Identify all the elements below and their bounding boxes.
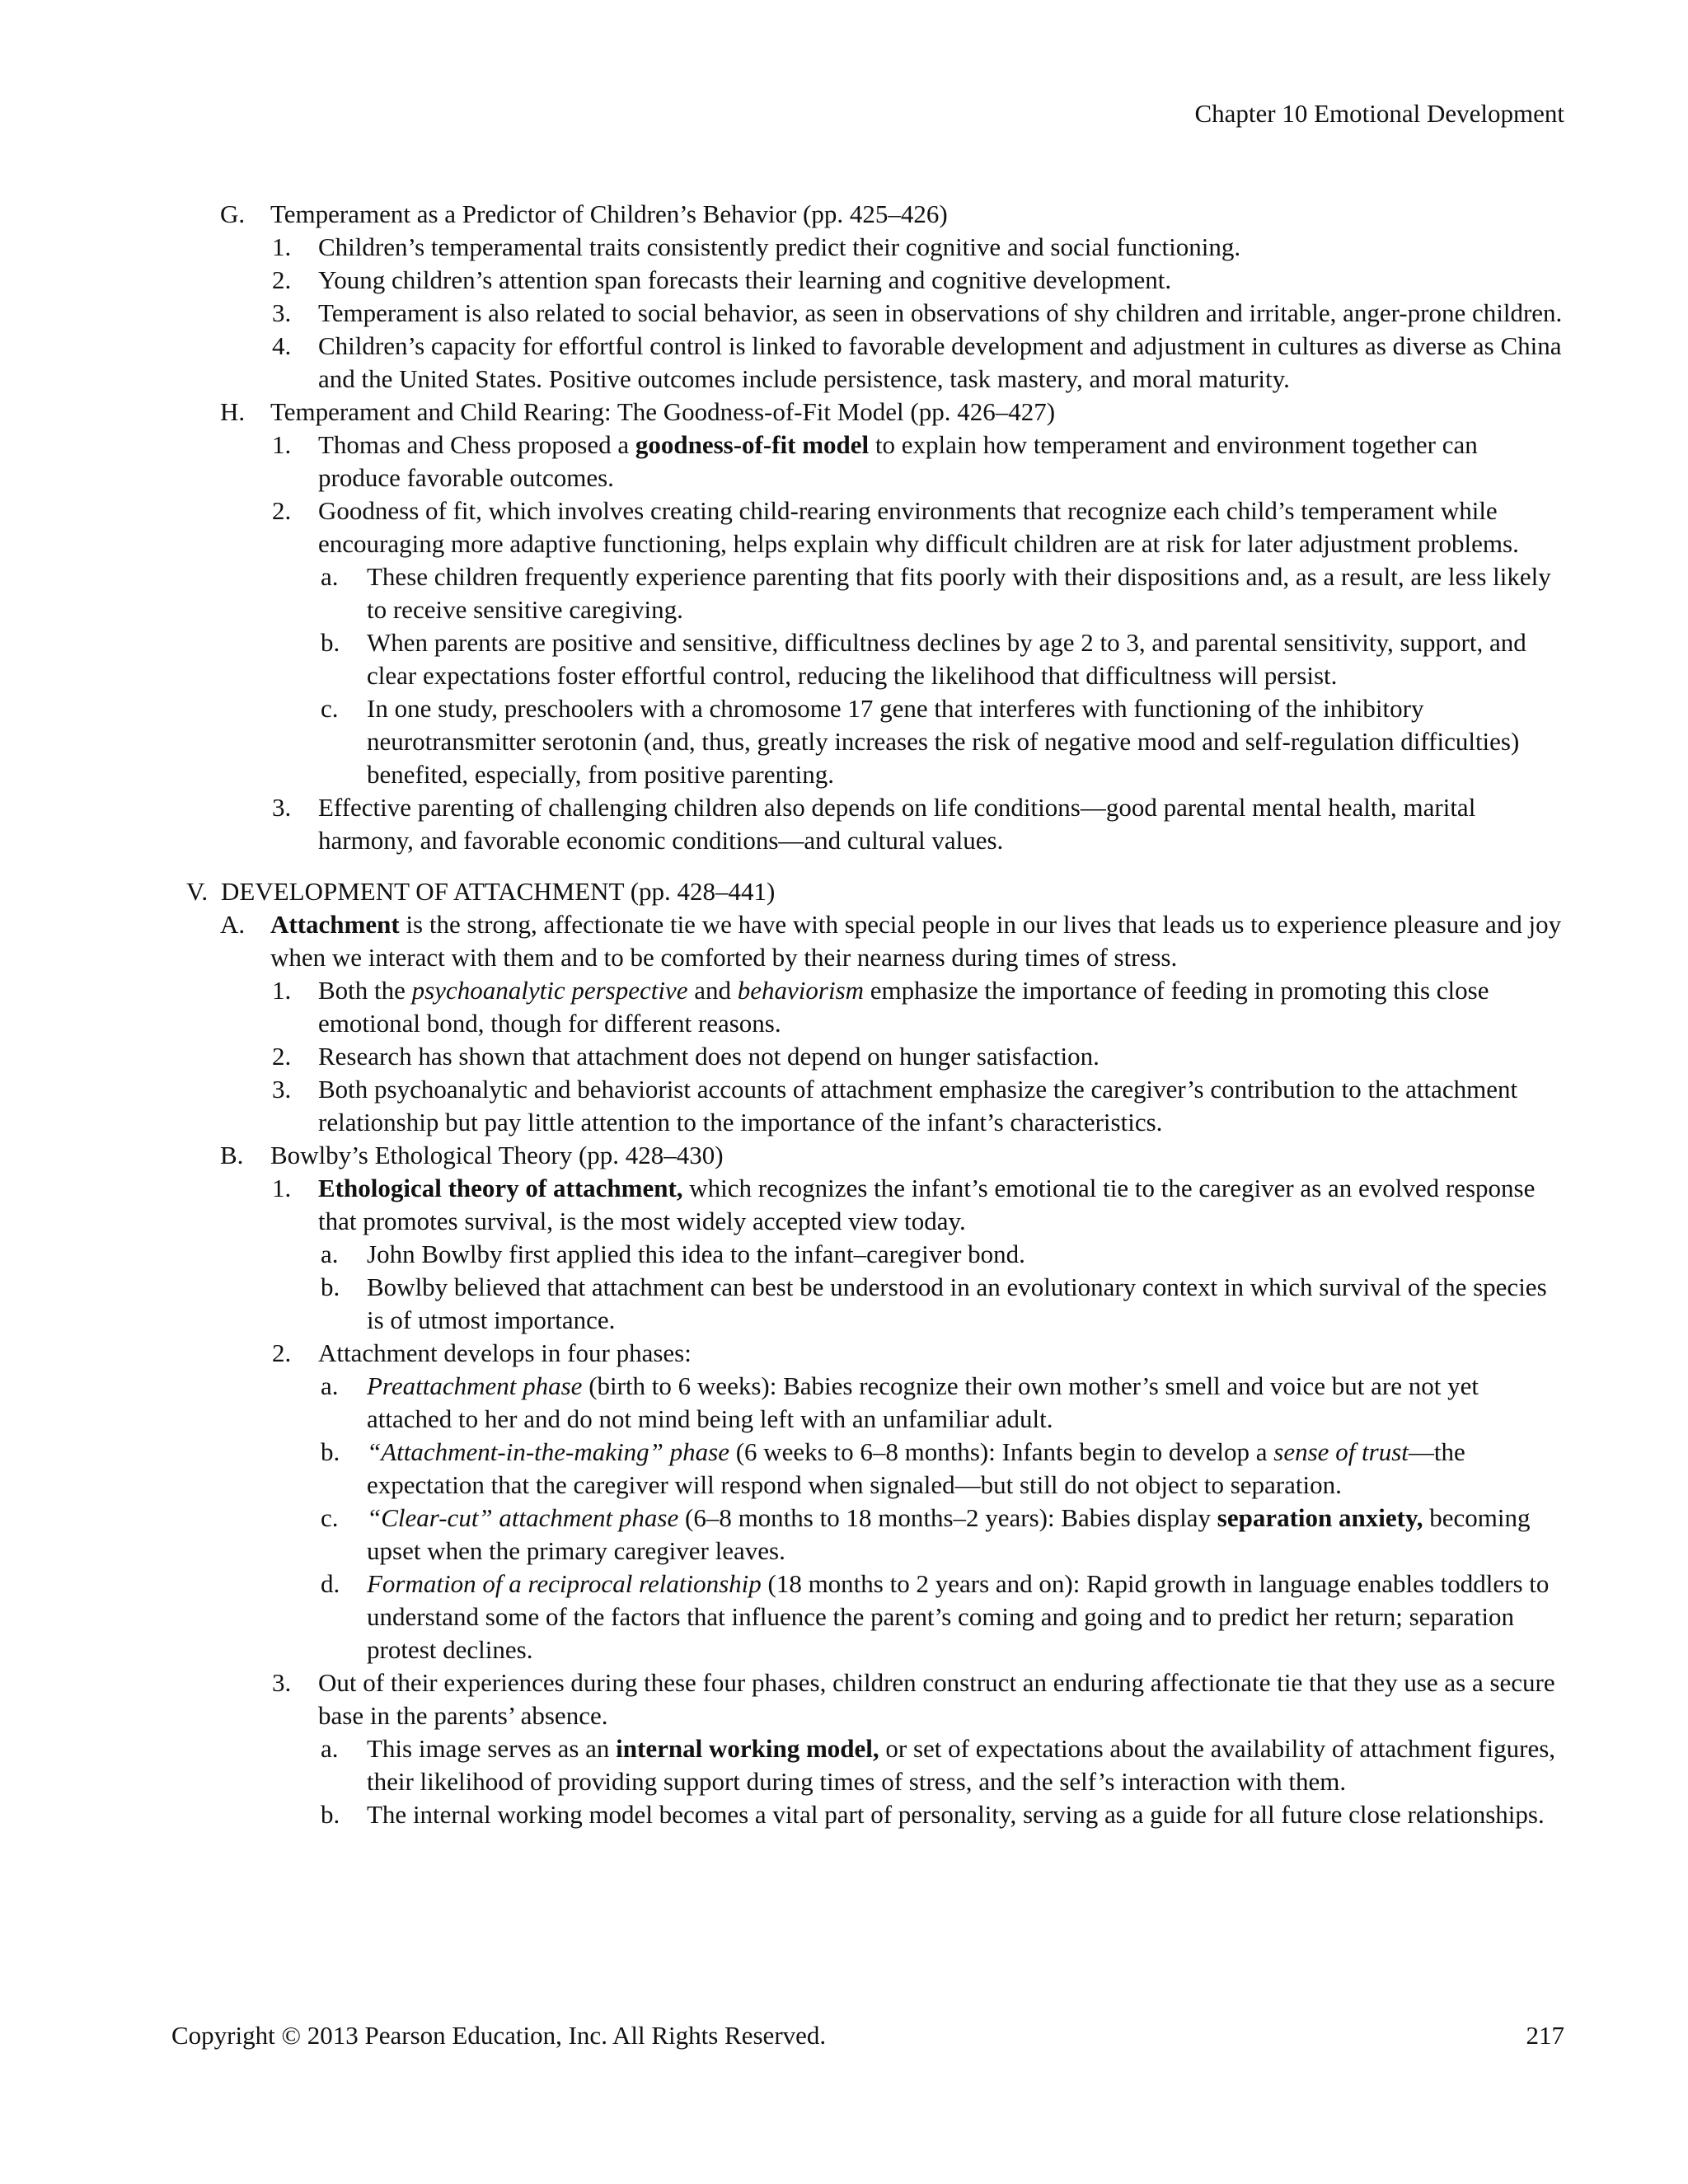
emphasis-term: sense of trust — [1273, 1437, 1409, 1466]
item-marker: b. — [321, 628, 340, 657]
item-text: Effective parenting of challenging children also depends on life conditions—good parental mental health, marital harmony, and favorable economic conditions—and cultural values. — [318, 793, 1476, 855]
item-marker: 2. — [272, 1042, 292, 1071]
item-marker: b. — [321, 1437, 340, 1466]
outline-item-vb3 — [0, 1666, 1688, 1732]
outline-item-vb2b — [0, 1436, 1688, 1502]
key-term: Attachment — [270, 910, 400, 939]
text-run: is the strong, affectionate tie we have with special people in our lives that leads us to experience pleasure and joy when we interact with them and to be comforted by their nearness during times of stress. — [270, 910, 1562, 972]
outline-item-v — [0, 875, 1688, 908]
outline-item-va2 — [0, 1040, 1688, 1073]
item-marker: G. — [220, 199, 246, 228]
outline-item-vb — [0, 1139, 1688, 1172]
item-text: In one study, preschoolers with a chromosome 17 gene that interferes with functioning of the inhibitory neurotransmitter serotonin (and, thus, greatly increases the risk of negative mood and self-regulation difficulties) benefited, especially, from positive parenting. — [367, 694, 1520, 789]
item-marker: a. — [321, 1240, 339, 1268]
item-marker: a. — [321, 1734, 339, 1763]
chapter-header: Chapter 10 Emotional Development — [1194, 99, 1564, 128]
item-marker: 2. — [272, 265, 292, 294]
item-text: Both psychoanalytic and behaviorist accounts of attachment emphasize the caregiver’s contribution to the attachment relationship but pay little attention to the importance of the infant’s characteristics. — [318, 1075, 1518, 1137]
emphasis-term: “Attachment-in-the-making” phase — [367, 1437, 729, 1466]
copyright-notice: Copyright © 2013 Pearson Education, Inc. All Rights Reserved. — [171, 2021, 827, 2050]
item-marker: b. — [321, 1800, 340, 1829]
item-text — [318, 429, 1564, 494]
outline-item-h — [0, 396, 1688, 429]
item-text: John Bowlby first applied this idea to the infant–caregiver bond. — [367, 1240, 1025, 1268]
item-text — [367, 1370, 1564, 1436]
outline-item-vb1b — [0, 1271, 1688, 1337]
text-run: emphasize the importance of feeding in promoting this close emotional bond, though for different reasons. — [318, 976, 1489, 1038]
item-text: When parents are positive and sensitive, difficultness declines by age 2 to 3, and parental sensitivity, support, and clear expectations foster effortful control, reducing the likelihood that difficultness will persist. — [367, 628, 1526, 690]
section-title: Temperament and Child Rearing: The Goodness-of-Fit Model (pp. 426–427) — [270, 397, 1056, 426]
page-footer — [171, 2019, 1564, 2052]
emphasis-term: behaviorism — [737, 976, 865, 1005]
item-marker: A. — [220, 910, 246, 939]
outline-item-vb1a — [0, 1238, 1688, 1271]
item-marker: c. — [321, 694, 339, 723]
text-run: Both the — [318, 976, 412, 1005]
item-text: The internal working model becomes a vital part of personality, serving as a guide for all future close relationships. — [367, 1800, 1545, 1829]
outline-item-vb2 — [0, 1337, 1688, 1370]
key-term: separation anxiety, — [1217, 1503, 1423, 1532]
item-marker: d. — [321, 1569, 340, 1598]
text-run: and — [687, 976, 738, 1005]
item-marker: 3. — [272, 1075, 292, 1104]
item-marker: 1. — [272, 1174, 292, 1202]
outline-item-g1 — [0, 231, 1688, 264]
emphasis-term: “Clear-cut” attachment phase — [367, 1503, 679, 1532]
section-title: DEVELOPMENT OF ATTACHMENT (pp. 428–441) — [221, 877, 776, 906]
outline-item-h3 — [0, 791, 1688, 857]
text-run: (birth to 6 weeks): Babies recognize their own mother’s smell and voice but are not yet attached to her and do not mind being left with an unfamiliar adult. — [367, 1371, 1479, 1433]
text-run: —the expectation that the caregiver will respond when signaled—but still do not object to separation. — [367, 1437, 1465, 1499]
item-text: Attachment develops in four phases: — [318, 1338, 692, 1367]
key-term: internal working model, — [616, 1734, 879, 1763]
outline-item-vb1 — [0, 1172, 1688, 1238]
outline-item-va — [0, 908, 1688, 974]
item-marker: a. — [321, 562, 339, 591]
item-marker: 3. — [272, 793, 292, 822]
outline-item-h2 — [0, 494, 1688, 560]
item-text: Out of their experiences during these four phases, children construct an enduring affectionate tie that they use as a secure base in the parents’ absence. — [318, 1668, 1555, 1730]
item-marker: 1. — [272, 232, 292, 261]
item-text — [367, 1568, 1564, 1666]
outline-item-h2a — [0, 560, 1688, 626]
item-marker: c. — [321, 1503, 339, 1532]
item-text — [367, 1502, 1564, 1568]
outline-item-va3 — [0, 1073, 1688, 1139]
outline-item-g3 — [0, 297, 1688, 330]
emphasis-term: psychoanalytic perspective — [411, 976, 688, 1005]
item-text: Children’s temperamental traits consistently predict their cognitive and social functioning. — [318, 232, 1241, 261]
outline-item-vb2d — [0, 1568, 1688, 1666]
outline-item-vb3a — [0, 1732, 1688, 1798]
section-title: Temperament as a Predictor of Children’s Behavior (pp. 425–426) — [270, 199, 948, 228]
item-text — [367, 1436, 1564, 1502]
item-marker: 1. — [272, 976, 292, 1005]
item-text — [318, 974, 1564, 1040]
text-run: becoming upset when the primary caregiver leaves. — [367, 1503, 1531, 1565]
text-run: Thomas and Chess proposed a — [318, 430, 635, 459]
item-marker: V. — [186, 877, 209, 906]
item-marker: 2. — [272, 496, 292, 525]
emphasis-term: Preattachment phase — [367, 1371, 583, 1400]
text-run: (6–8 months to 18 months–2 years): Babies display — [678, 1503, 1217, 1532]
text-run: or set of expectations about the availability of attachment figures, their likelihood of providing support during times of stress, and the self’s interaction with them. — [367, 1734, 1556, 1796]
item-marker: a. — [321, 1371, 339, 1400]
text-run: (18 months to 2 years and on): Rapid growth in language enables toddlers to understand some of the factors that influence the parent’s coming and going and to predict her return; separation protest declines. — [367, 1569, 1550, 1664]
item-text: These children frequently experience parenting that fits poorly with their dispositions and, as a result, are less likely to receive sensitive caregiving. — [367, 562, 1551, 624]
item-text: Temperament is also related to social behavior, as seen in observations of shy children and irritable, anger-prone children. — [318, 298, 1563, 327]
item-marker: B. — [220, 1141, 244, 1169]
text-run: which recognizes the infant’s emotional tie to the caregiver as an evolved response that promotes survival, is the most widely accepted view today. — [318, 1174, 1536, 1235]
page-number: 217 — [1526, 2021, 1564, 2050]
item-text — [270, 908, 1564, 974]
section-title: Bowlby’s Ethological Theory (pp. 428–430) — [270, 1141, 724, 1169]
outline-item-g2 — [0, 264, 1688, 297]
item-text — [318, 1172, 1564, 1238]
item-marker: b. — [321, 1272, 340, 1301]
emphasis-term: Formation of a reciprocal relationship — [367, 1569, 762, 1598]
item-text: Young children’s attention span forecasts their learning and cognitive development. — [318, 265, 1172, 294]
item-marker: 3. — [272, 298, 292, 327]
text-run: to explain how temperament and environment together can produce favorable outcomes. — [318, 430, 1478, 492]
outline-item-va1 — [0, 974, 1688, 1040]
outline-content — [0, 198, 1688, 1831]
outline-item-h2b — [0, 626, 1688, 692]
item-text: Bowlby believed that attachment can best be understood in an evolutionary context in which survival of the species is of utmost importance. — [367, 1272, 1547, 1334]
outline-item-vb2a — [0, 1370, 1688, 1436]
outline-item-vb3b — [0, 1798, 1688, 1831]
text-run: (6 weeks to 6–8 months): Infants begin to develop a — [729, 1437, 1274, 1466]
item-text — [367, 1732, 1564, 1798]
outline-item-g — [0, 198, 1688, 231]
outline-item-h2c — [0, 692, 1688, 791]
item-marker: 4. — [272, 331, 292, 360]
item-marker: H. — [220, 397, 246, 426]
item-marker: 3. — [272, 1668, 292, 1697]
item-text: Research has shown that attachment does not depend on hunger satisfaction. — [318, 1042, 1100, 1071]
item-marker: 1. — [272, 430, 292, 459]
outline-item-g4 — [0, 330, 1688, 396]
outline-item-vb2c — [0, 1502, 1688, 1568]
key-term: Ethological theory of attachment, — [318, 1174, 683, 1202]
outline-item-h1 — [0, 429, 1688, 494]
item-text: Children’s capacity for effortful control is linked to favorable development and adjustment in cultures as diverse as China and the United States. Positive outcomes include persistence, task mastery, and moral maturity. — [318, 331, 1562, 393]
item-marker: 2. — [272, 1338, 292, 1367]
key-term: goodness-of-fit model — [635, 430, 870, 459]
text-run: This image serves as an — [367, 1734, 617, 1763]
item-text: Goodness of fit, which involves creating child-rearing environments that recognize each child’s temperament while encouraging more adaptive functioning, helps explain why difficult children are at risk for later adjustment problems. — [318, 496, 1519, 558]
